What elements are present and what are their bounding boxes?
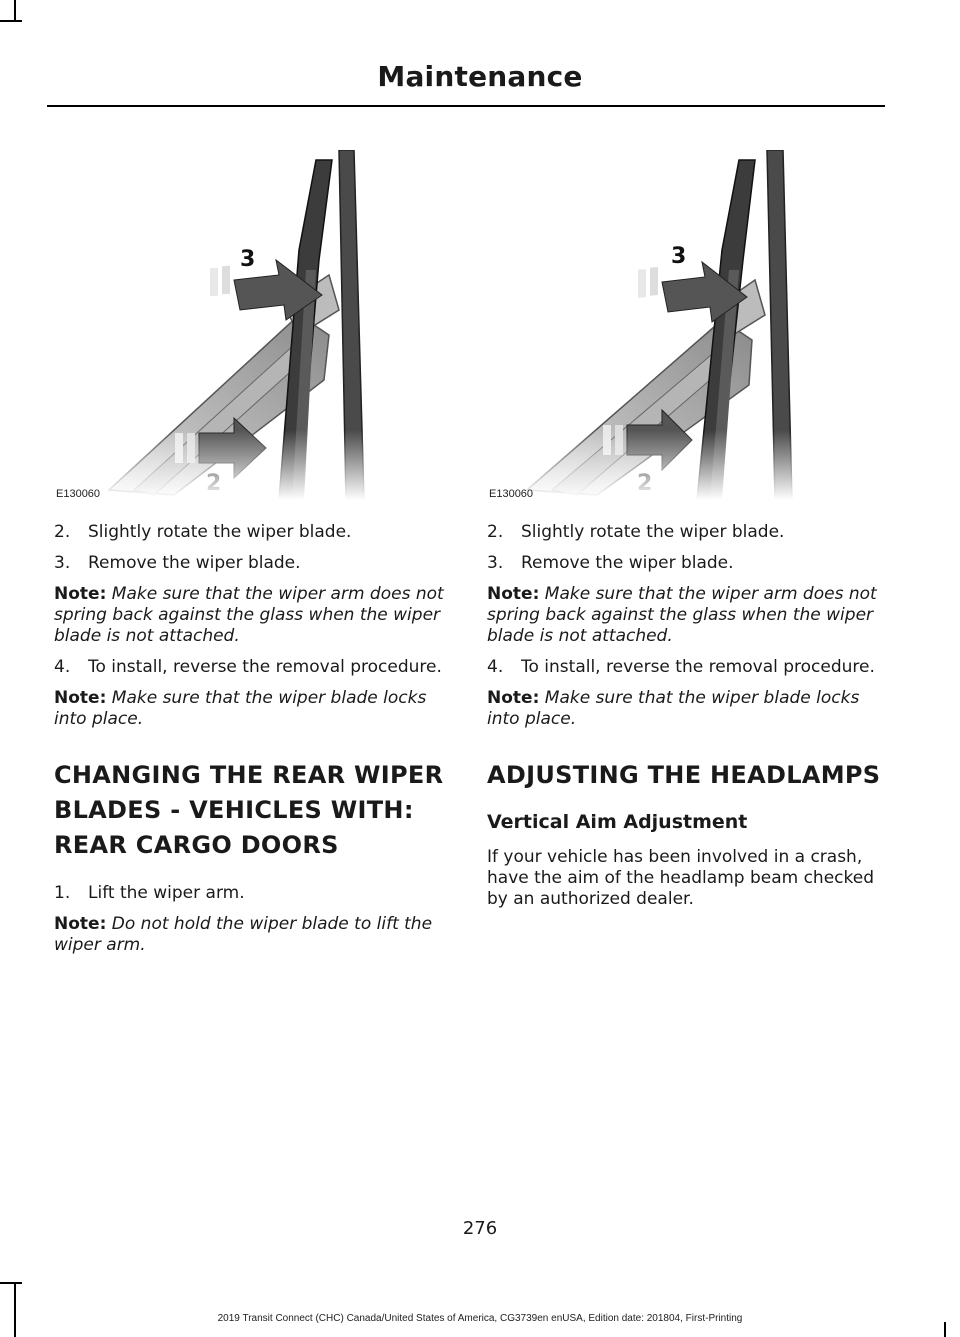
note-text: Make sure that the wiper blade locks into place.: [487, 688, 860, 729]
note-label: Note:: [54, 688, 107, 708]
section-heading: ADJUSTING THE HEADLAMPS: [487, 761, 881, 789]
step-2: [487, 522, 887, 543]
wiper-illustration: [54, 150, 454, 500]
note: [54, 584, 454, 647]
step-text: Slightly rotate the wiper blade.: [88, 522, 352, 542]
wiper-blade-icon: [54, 150, 454, 500]
step-number: 2.: [487, 522, 504, 542]
step-3: [487, 553, 887, 574]
note-label: Note:: [487, 584, 540, 604]
step-number: 4.: [54, 657, 71, 677]
section-heading: CHANGING THE REAR WIPER BLADES - VEHICLES WITH: REAR CARGO DOORS: [54, 761, 444, 859]
step-4: [487, 657, 887, 678]
page-title: Maintenance: [377, 60, 583, 93]
step-2: [54, 522, 454, 543]
step-text: Remove the wiper blade.: [88, 553, 301, 573]
step-3: [54, 553, 454, 574]
note: [54, 688, 454, 730]
note-label: Note:: [54, 584, 107, 604]
note-label: Note:: [54, 914, 107, 934]
step-1: [54, 883, 454, 904]
wiper-blade-icon: [487, 150, 887, 500]
page-number: 276: [462, 1218, 498, 1239]
left-column: [54, 150, 454, 956]
step-4: [54, 657, 454, 678]
step-number: 4.: [487, 657, 504, 677]
step-text: To install, reverse the removal procedure.: [88, 657, 442, 677]
subsection-heading: Vertical Aim Adjustment: [487, 811, 748, 833]
note-text: Make sure that the wiper blade locks into place.: [54, 688, 427, 729]
paragraph: If your vehicle has been involved in a crash, have the aim of the headlamp beam checked by an authorized dealer.: [487, 847, 874, 909]
note-text: Do not hold the wiper blade to lift the wiper arm.: [54, 914, 433, 955]
step-text: To install, reverse the removal procedure.: [521, 657, 875, 677]
header-rule: [47, 105, 885, 107]
crop-mark: [14, 0, 16, 22]
crop-mark: [14, 1282, 16, 1337]
step-text: Remove the wiper blade.: [521, 553, 734, 573]
crop-mark: [944, 1322, 946, 1337]
crop-mark: [0, 20, 22, 22]
figure-id: E130060: [489, 488, 534, 500]
right-column: [487, 150, 887, 910]
step-number: 2.: [54, 522, 71, 542]
crop-mark: [0, 1282, 22, 1284]
note-text: Make sure that the wiper arm does not spring back against the glass when the wiper blade is not attached.: [54, 584, 444, 646]
footer: 2019 Transit Connect (CHC) Canada/United States of America, CG3739en enUSA, Edition date: 201804, First-Printing: [217, 1313, 743, 1324]
note: [54, 914, 454, 956]
note: [487, 584, 887, 647]
step-number: 1.: [54, 883, 71, 903]
step-text: Slightly rotate the wiper blade.: [521, 522, 785, 542]
step-number: 3.: [487, 553, 504, 573]
figure-id: E130060: [56, 488, 101, 500]
note-label: Note:: [487, 688, 540, 708]
step-number: 3.: [54, 553, 71, 573]
note: [487, 688, 887, 730]
step-text: Lift the wiper arm.: [88, 883, 245, 903]
wiper-illustration: [487, 150, 887, 500]
note-text: Make sure that the wiper arm does not spring back against the glass when the wiper blade is not attached.: [487, 584, 877, 646]
